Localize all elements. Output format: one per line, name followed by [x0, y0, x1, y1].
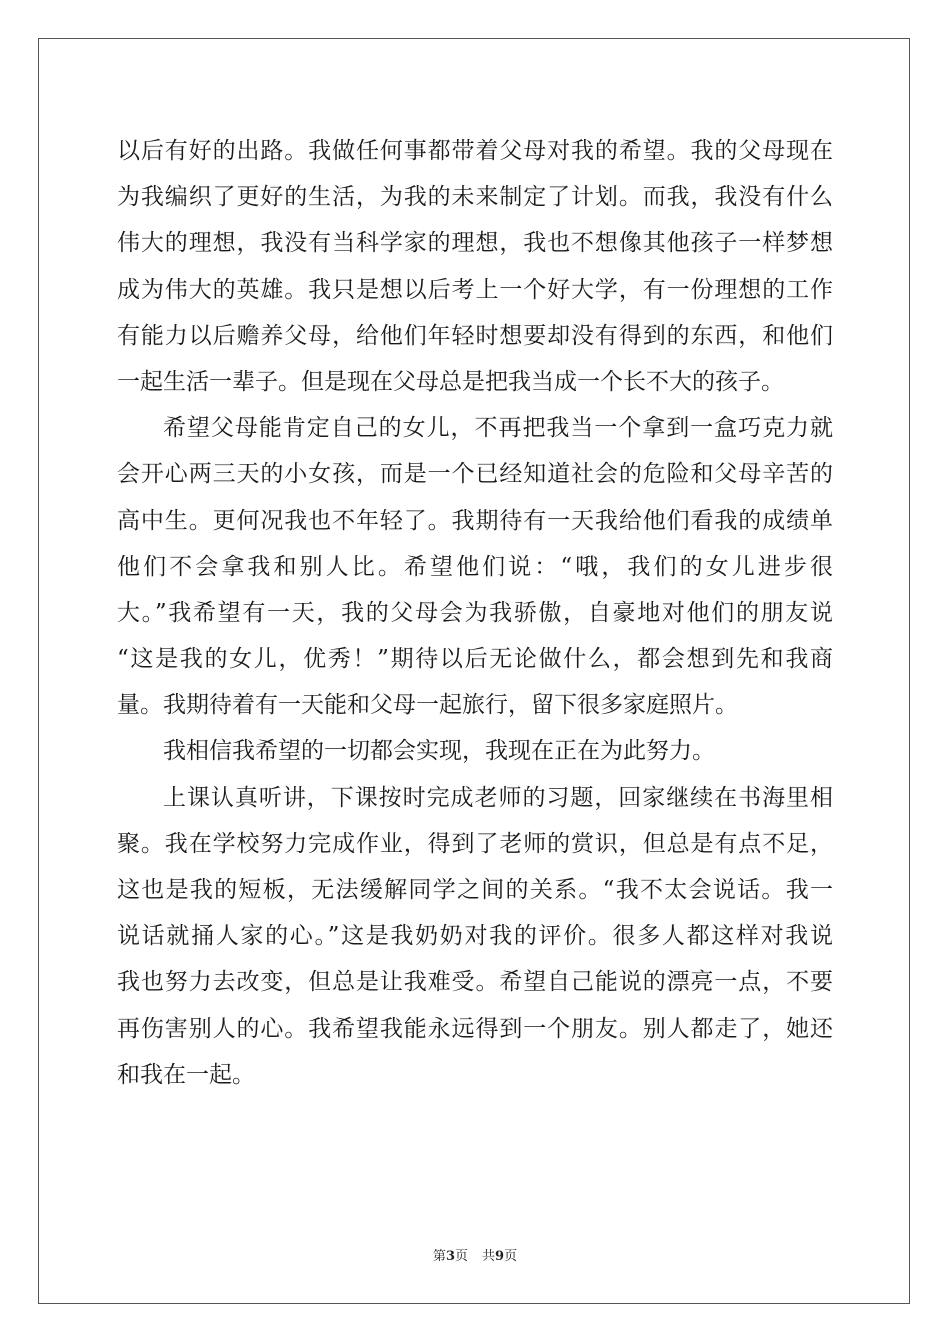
- text-line: 成为伟大的英雄。我只是想以后考上一个好大学，有一份理想的工作: [117, 276, 833, 303]
- page-footer: [0, 1245, 950, 1264]
- text-line: 量。我期待着有一天能和父母一起旅行，留下很多家庭照片。: [117, 692, 738, 719]
- text-line: “这是我的女儿，优秀！”期待以后无论做什么，都会想到先和我商: [117, 646, 833, 673]
- total-prefix: 共: [482, 1249, 496, 1264]
- page-number: 3: [445, 1249, 455, 1264]
- document-body: [117, 128, 833, 1098]
- text-line: 说话就捅人家的心。”这是我奶奶对我的评价。很多人都这样对我说: [117, 923, 833, 950]
- text-line: 聚。我在学校努力完成作业，得到了老师的赏识，但总是有点不足，: [117, 830, 833, 857]
- text-line: 我也努力去改变，但总是让我难受。希望自己能说的漂亮一点，不要: [117, 969, 833, 996]
- text-line: 希望父母能肯定自己的女儿，不再把我当一个拿到一盒巧克力就: [163, 415, 833, 442]
- text-line: 有能力以后赡养父母，给他们年轻时想要却没有得到的东西，和他们: [117, 322, 833, 349]
- total-suffix: 页: [504, 1249, 518, 1264]
- text-line: 伟大的理想，我没有当科学家的理想，我也不想像其他孩子一样梦想: [117, 230, 833, 257]
- text-line: 为我编织了更好的生活，为我的未来制定了计划。而我，我没有什么: [117, 184, 833, 211]
- text-line: 再伤害别人的心。我希望我能永远得到一个朋友。别人都走了，她还: [117, 1015, 833, 1042]
- text-line: 大。”我希望有一天，我的父母会为我骄傲，自豪地对他们的朋友说: [117, 599, 833, 626]
- text-line: 高中生。更何况我也不年轻了。我期待有一天我给他们看我的成绩单: [117, 507, 833, 534]
- text-line: 我相信我希望的一切都会实现，我现在正在为此努力。: [163, 738, 715, 765]
- text-line: 会开心两三天的小女孩，而是一个已经知道社会的危险和父母辛苦的: [117, 461, 833, 488]
- page-prefix: 第: [432, 1249, 446, 1264]
- text-line: 上课认真听讲，下课按时完成老师的习题，回家继续在书海里相: [163, 784, 833, 811]
- text-line: 一起生活一辈子。但是现在父母总是把我当成一个长不大的孩子。: [117, 368, 784, 395]
- total-pages: 9: [495, 1249, 505, 1264]
- text-line: 和我在一起。: [117, 1061, 255, 1088]
- text-line: 以后有好的出路。我做任何事都带着父母对我的希望。我的父母现在: [117, 138, 833, 164]
- text-line: 这也是我的短板，无法缓解同学之间的关系。“我不太会说话。我一: [117, 877, 833, 903]
- text-line: 他们不会拿我和别人比。希望他们说：“哦，我们的女儿进步很: [117, 553, 833, 580]
- page-suffix: 页: [454, 1249, 468, 1264]
